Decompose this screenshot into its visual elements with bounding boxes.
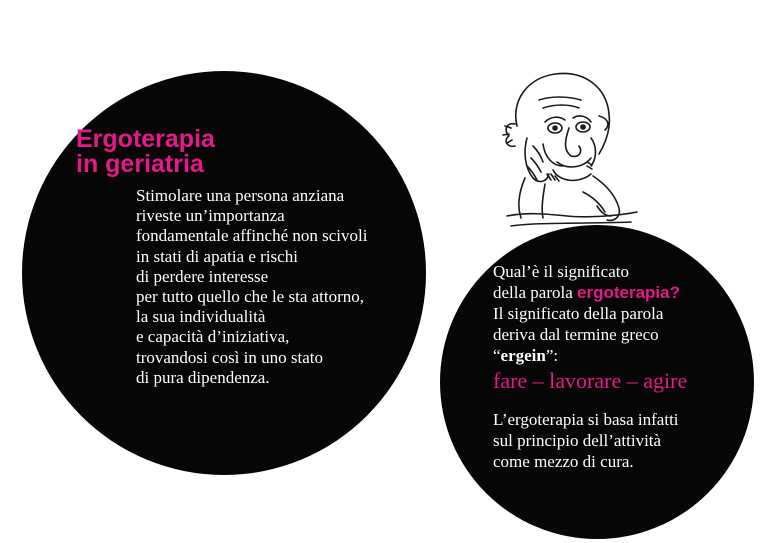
left-body-line: per tutto quello che le sta attorno, <box>136 287 365 307</box>
quote-open: “ <box>493 346 501 365</box>
left-title-line-1: Ergoterapia <box>76 125 215 153</box>
elderly-man-sketch-icon <box>487 66 647 246</box>
ergein-word: ergein <box>500 346 546 365</box>
left-body-line: riveste un’importanza <box>136 206 285 226</box>
right-line-4: deriva dal termine greco <box>493 325 659 344</box>
left-body-line: di pura dipendenza. <box>136 367 270 387</box>
right-line-2 <box>493 282 687 303</box>
right-line-1: Qual’è il significato <box>493 262 629 281</box>
left-title-line-2: in geriatria <box>76 150 204 178</box>
right-line-3: Il significato della parola <box>493 304 664 323</box>
right-body-text <box>493 261 687 472</box>
left-body-text <box>136 186 367 388</box>
right-line-5 <box>493 345 687 366</box>
left-body-line: in stati di apatia e rischi <box>136 246 298 266</box>
left-title <box>76 127 215 177</box>
closing-line: L’ergoterapia si basa infatti <box>493 410 679 429</box>
left-body-line: Stimolare una persona anziana <box>136 186 345 205</box>
left-body-line: fondamentale affinché non scivoli <box>136 226 368 246</box>
highlight-phrase: fare – lavorare – agire <box>493 368 688 393</box>
left-body-line: la sua individualità <box>136 307 266 327</box>
left-body-line: di perdere interesse <box>136 266 269 286</box>
quote-close: ”: <box>545 346 559 365</box>
left-body-line: trovandosi così in uno stato <box>136 347 323 367</box>
closing-line: come mezzo di cura. <box>493 452 634 471</box>
closing-line: sul principio dell’attività <box>493 431 662 450</box>
left-body-line: e capacità d’iniziativa, <box>136 327 290 347</box>
right-line-2-prefix: della parola <box>493 283 578 302</box>
ergoterapia-keyword: ergoterapia? <box>577 283 680 302</box>
